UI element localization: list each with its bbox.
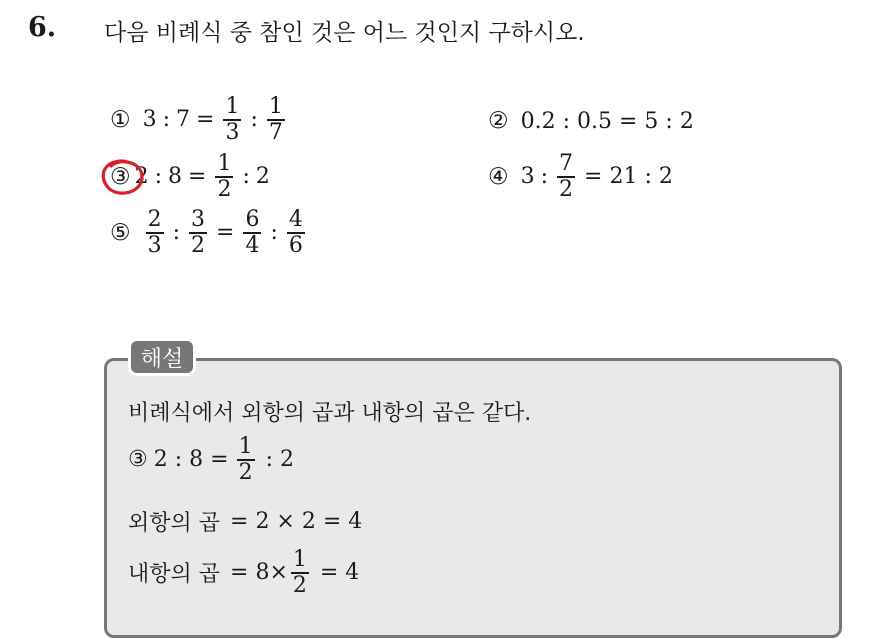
denominator: 3 <box>225 119 240 145</box>
choice-3-term-b: 8 <box>168 164 183 190</box>
choice-5-fraction-2 <box>189 208 207 258</box>
solution-line-2-fraction <box>237 435 255 485</box>
solution-line-2-post: : 2 <box>265 447 294 473</box>
choice-5-colon-2: : <box>270 220 278 246</box>
choice-5-colon: : <box>172 220 181 246</box>
choice-4-fraction <box>557 152 575 202</box>
choice-3-term-c: 2 <box>255 164 270 190</box>
solution-line-3 <box>128 506 362 537</box>
denominator: 2 <box>292 572 307 598</box>
choice-5-fraction-3 <box>243 208 261 258</box>
choice-1-equals: = <box>196 107 215 133</box>
choice-1-colon: : <box>162 107 171 133</box>
numerator: 1 <box>225 94 240 119</box>
choice-4-mark: ④ <box>488 163 509 190</box>
numerator: 1 <box>292 547 307 572</box>
choice-1-colon-2: : <box>250 107 258 133</box>
choice-3-term-a: 2 <box>134 164 149 190</box>
solution-line-3-label: 외항의 곱 <box>128 511 221 536</box>
denominator: 7 <box>268 119 283 145</box>
choice-4-colon: : <box>540 164 549 190</box>
denominator: 4 <box>245 232 260 258</box>
numerator: 7 <box>559 151 574 176</box>
denominator: 2 <box>191 232 206 258</box>
choice-5-fraction-1 <box>146 208 164 258</box>
choice-5-mark: ⑤ <box>110 219 131 246</box>
numerator: 1 <box>238 434 253 459</box>
choice-5-equals: = <box>216 220 235 246</box>
choice-1-mark: ① <box>110 106 131 133</box>
solution-line-2 <box>128 435 294 485</box>
solution-line-4-fraction <box>291 548 309 598</box>
choice-2-expression: 0.2 : 0.5 = 5 : 2 <box>520 108 694 134</box>
question-text: 다음 비례식 중 참인 것은 어느 것인지 구하시오. <box>104 20 585 46</box>
choice-4-rest: = 21 : 2 <box>584 164 673 190</box>
choice-3-mark: ③ <box>110 163 131 190</box>
choice-3-colon: : <box>154 164 163 190</box>
solution-line-4-pre: = 8× <box>230 560 288 586</box>
choice-5-fraction-4 <box>287 208 305 258</box>
denominator: 6 <box>288 232 303 258</box>
solution-line-1: 비례식에서 외항의 곱과 내항의 곱은 같다. <box>128 401 532 426</box>
denominator: 2 <box>559 176 574 202</box>
choice-1-fraction-2 <box>267 95 285 145</box>
choice-1-fraction-1 <box>223 95 241 145</box>
solution-tag: 해설 <box>128 338 196 376</box>
numerator: 4 <box>288 207 303 232</box>
choice-3-equals: = <box>188 164 207 190</box>
question-number: 6. <box>28 12 57 43</box>
choice-2-mark: ② <box>488 108 509 134</box>
numerator: 1 <box>268 94 283 119</box>
denominator: 2 <box>238 459 253 485</box>
solution-line-3-expr: = 2 × 2 = 4 <box>230 509 363 534</box>
choice-4-term-a: 3 <box>520 164 535 190</box>
denominator: 3 <box>147 232 162 258</box>
choice-1-term-b: 7 <box>176 107 191 133</box>
numerator: 3 <box>191 207 206 232</box>
selected-answer-circle-icon <box>100 157 146 197</box>
solution-line-4-post: = 4 <box>319 560 360 586</box>
solution-line-4-label: 내항의 곱 <box>128 562 221 588</box>
choice-1[interactable] <box>110 95 288 145</box>
choice-3-fraction <box>215 152 233 202</box>
choice-3-colon-2: : <box>242 164 250 190</box>
numerator: 1 <box>217 151 232 176</box>
solution-line-2-pre: 2 : 8 = <box>153 447 229 473</box>
choice-2[interactable] <box>488 108 694 134</box>
solution-mark: ③ <box>128 447 148 473</box>
numerator: 2 <box>147 207 162 232</box>
denominator: 2 <box>217 176 232 202</box>
solution-line-4 <box>128 548 359 598</box>
numerator: 6 <box>245 207 260 232</box>
choice-4[interactable] <box>488 152 673 202</box>
choice-1-term-a: 3 <box>142 107 157 133</box>
choice-5[interactable] <box>110 208 308 258</box>
